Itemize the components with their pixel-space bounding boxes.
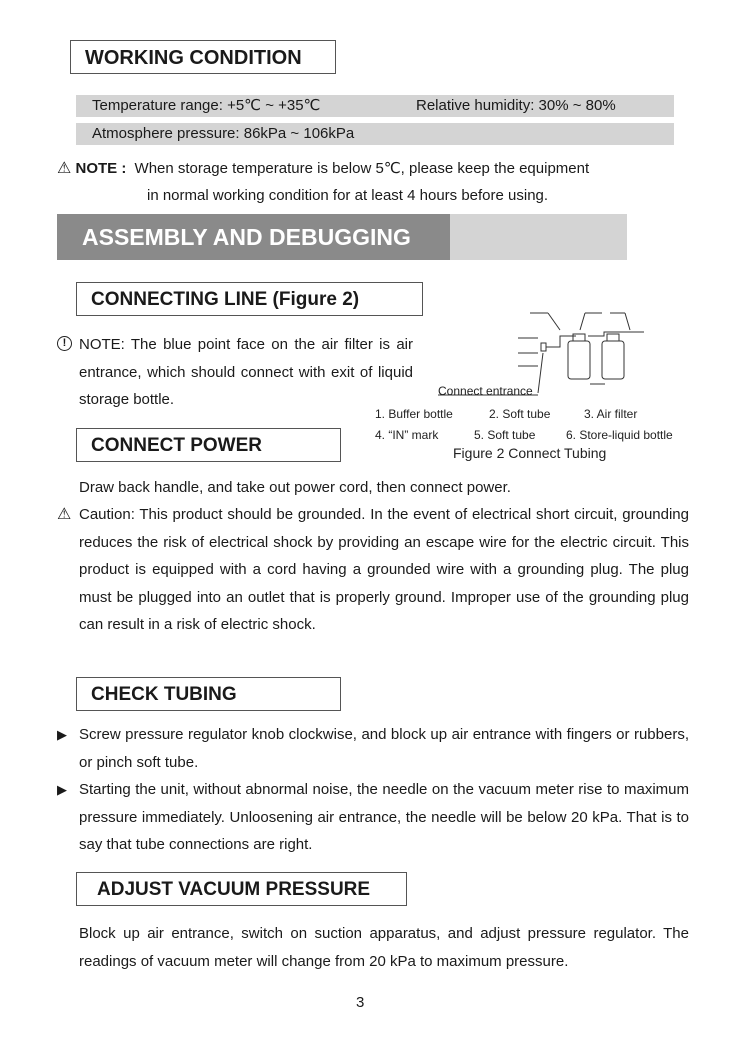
store-liquid-bottle xyxy=(602,341,624,379)
page-number: 3 xyxy=(356,994,365,1011)
assembly-banner xyxy=(57,214,627,260)
legend-item-6: 6. Store-liquid bottle xyxy=(566,428,673,442)
temperature-range: Temperature range: +5℃ ~ +35℃ xyxy=(92,97,321,114)
caution-triangle-icon: ⚠ xyxy=(57,506,72,523)
note-line-2: in normal working condition for at least 4 hours before using. xyxy=(147,187,549,204)
figure-legend-row-1 xyxy=(375,407,638,421)
relative-humidity: Relative humidity: 30% ~ 80% xyxy=(416,97,616,114)
warning-triangle-icon: ⚠ xyxy=(57,160,72,177)
storage-note xyxy=(57,155,687,209)
note-label: NOTE : xyxy=(75,160,127,177)
temperature-humidity-row xyxy=(76,95,674,117)
note-line-1: When storage temperature is below 5℃, please keep the equipment xyxy=(134,160,590,177)
caution-text: Caution: This product should be grounded. In the event of electrical short circuit, grounding reduces the risk of electrical shock by providing an escape wire for the electric circuit. This product is equipped with a cord having a grounded wire with a grounding plug. The plug must be plugged into an outlet that is properly ground. Improper use of the grounding plug can result in a risk of electric shock. xyxy=(79,506,689,633)
bullet-triangle-icon: ▶ xyxy=(57,782,67,797)
connecting-note xyxy=(57,331,413,414)
atmosphere-pressure: Atmosphere pressure: 86kPa ~ 106kPa xyxy=(92,125,355,142)
info-circle-icon: ! xyxy=(57,336,72,351)
buffer-bottle xyxy=(568,341,590,379)
assembly-banner-title: ASSEMBLY AND DEBUGGING xyxy=(57,214,450,260)
figure-2-caption: Figure 2 Connect Tubing xyxy=(453,445,607,461)
adjust-vacuum-text: Block up air entrance, switch on suction apparatus, and adjust pressure regulator. The readings of vacuum meter will change from 20 kPa to maximum pressure. xyxy=(79,925,689,970)
check-tubing-bullet-2 xyxy=(57,776,689,859)
legend-item-5: 5. Soft tube xyxy=(474,428,536,442)
legend-item-1: 1. Buffer bottle xyxy=(375,407,453,421)
caution-block xyxy=(57,501,689,639)
check-tubing-heading: CHECK TUBING xyxy=(76,677,341,711)
leader-line-3b xyxy=(625,313,630,330)
leader-line-1b xyxy=(548,313,560,330)
in-mark xyxy=(541,343,546,351)
connect-power-heading: CONNECT POWER xyxy=(76,428,341,462)
legend-item-2: 2. Soft tube xyxy=(489,407,551,421)
atmosphere-pressure-row xyxy=(76,123,674,145)
bullet-1-text: Screw pressure regulator knob clockwise, and block up air entrance with fingers or rubbers, or pinch soft tube. xyxy=(79,726,689,771)
buffer-bottle-cap xyxy=(573,334,585,341)
check-tubing-bullet-1 xyxy=(57,721,689,776)
legend-item-3: 3. Air filter xyxy=(584,407,638,421)
legend-item-4: 4. “IN” mark xyxy=(375,428,439,442)
adjust-vacuum-heading: ADJUST VACUUM PRESSURE xyxy=(76,872,407,906)
connecting-line-heading: CONNECTING LINE (Figure 2) xyxy=(76,282,423,316)
bullet-triangle-icon: ▶ xyxy=(57,727,67,742)
leader-line-2b xyxy=(580,313,585,330)
connect-entrance-label: Connect entrance xyxy=(438,384,533,398)
bullet-2-text: Starting the unit, without abnormal noise, the needle on the vacuum meter rise to maximum pressure immediately. Unloosening air entrance, the needle will be below 20 kPa. That is to say that tube connections are right. xyxy=(79,781,689,853)
connecting-note-text: NOTE: The blue point face on the air filter is air entrance, which should connect with exit of liquid storage bottle. xyxy=(79,336,413,408)
connect-power-instruction: Draw back handle, and take out power cord, then connect power. xyxy=(79,479,511,496)
connect-entrance-pointer xyxy=(538,353,543,393)
figure-legend-row-2 xyxy=(375,428,673,442)
store-liquid-bottle-cap xyxy=(607,334,619,341)
working-condition-heading: WORKING CONDITION xyxy=(70,40,336,74)
